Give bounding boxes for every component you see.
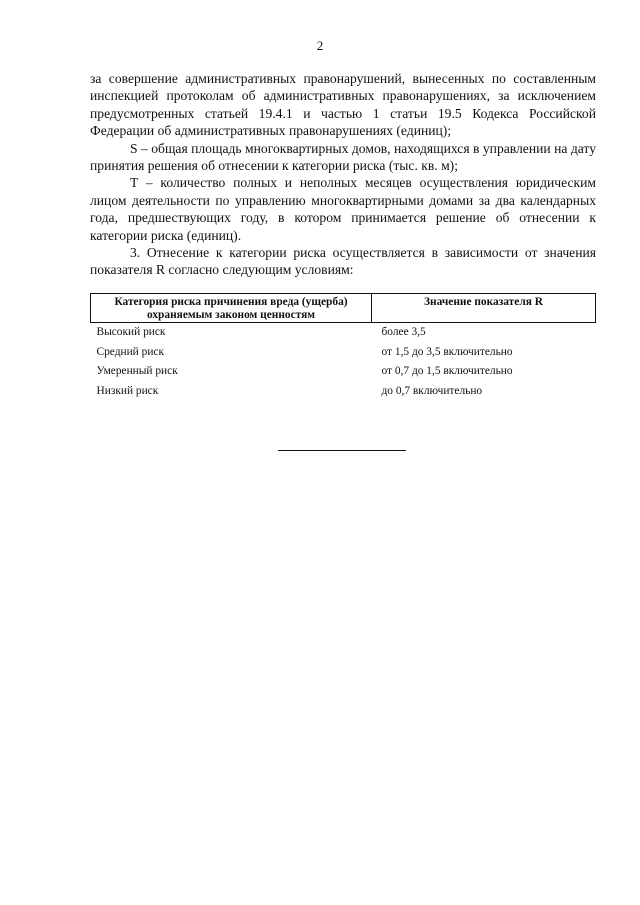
table-header-row bbox=[91, 294, 596, 323]
table-row bbox=[91, 343, 596, 363]
paragraph-definition-t: T – количество полных и неполных месяцев осуществления юридическим лицом деятельности по управлению многоквартирными домами за два календарных года, предшествующих году, в котором принимается решение об отнесении к категории риска (единиц). bbox=[90, 175, 596, 243]
risk-category-cell: Высокий риск bbox=[96, 326, 166, 338]
paragraph-item-3: 3. Отнесение к категории риска осуществляется в зависимости от значения показателя R согласно следующим условиям: bbox=[90, 245, 596, 278]
table-row bbox=[91, 382, 596, 402]
risk-category-cell: Низкий риск bbox=[96, 384, 159, 397]
risk-category-cell: Средний риск bbox=[96, 345, 165, 358]
risk-category-cell: Умеренный риск bbox=[96, 365, 178, 377]
page-number: 2 bbox=[316, 38, 324, 53]
end-of-document-rule bbox=[278, 450, 406, 451]
indicator-value-cell: от 0,7 до 1,5 включительно bbox=[381, 365, 513, 377]
indicator-value-cell: до 0,7 включительно bbox=[381, 384, 483, 397]
paragraph-definition-s: S – общая площадь многоквартирных домов, находящихся в управлении на дату принятия решения об отнесении к категории риска (тыс. кв. м); bbox=[90, 140, 596, 174]
header-indicator-value: Значение показателя R bbox=[372, 294, 596, 323]
header-risk-category: Категория риска причинения вреда (ущерба) охраняемым законом ценностям bbox=[91, 294, 372, 323]
document-body bbox=[90, 70, 596, 279]
indicator-value-cell: от 1,5 до 3,5 включительно bbox=[381, 345, 513, 358]
indicator-value-cell: более 3,5 bbox=[381, 326, 426, 338]
table-row bbox=[91, 323, 596, 343]
risk-category-table bbox=[90, 293, 596, 401]
table-row bbox=[91, 362, 596, 382]
paragraph-continuation: за совершение административных правонарушений, вынесенных по составленным инспекцией протоколам об административных правонарушениях, за исключением предусмотренных статьей 19.4.1 и частью 1 статьи 19.5 Кодекса Российской Федерации об административных правонарушениях (единиц); bbox=[90, 71, 596, 139]
